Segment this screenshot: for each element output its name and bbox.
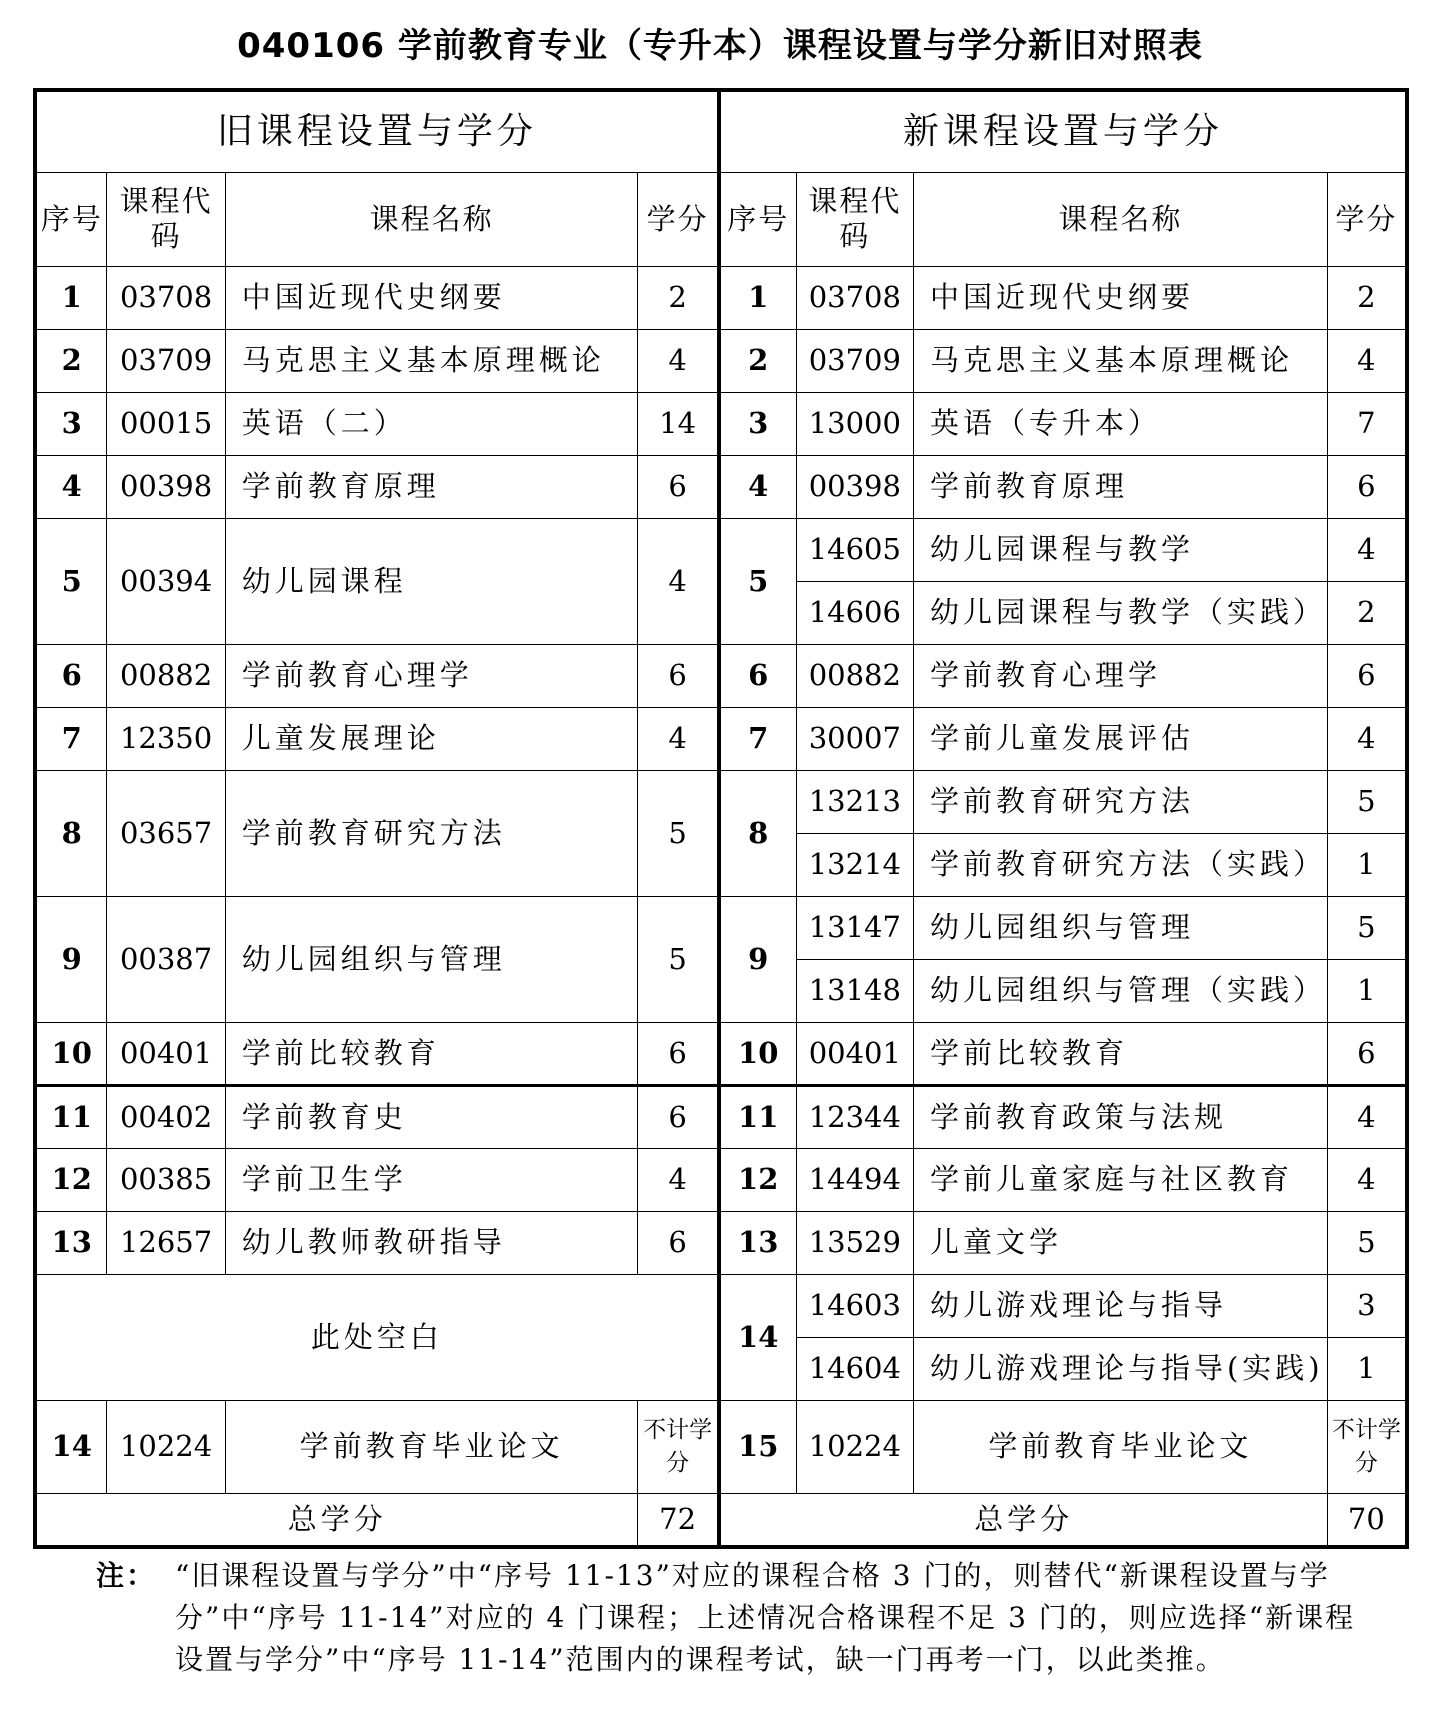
new-name-cell: 学前儿童发展评估 <box>913 707 1327 770</box>
old-code-cell: 12350 <box>107 707 225 770</box>
new-code-cell: 30007 <box>796 707 913 770</box>
column-header-row <box>35 172 1407 266</box>
new-code-cell: 10224 <box>796 1400 913 1493</box>
section-header-row <box>35 90 1407 172</box>
new-name-cell: 英语（专升本） <box>913 392 1327 455</box>
new-name-cell: 学前教育原理 <box>913 455 1327 518</box>
old-seq-cell: 6 <box>35 644 107 707</box>
page-title: 040106 学前教育专业（专升本）课程设置与学分新旧对照表 <box>237 26 1203 66</box>
old-code-cell: 00882 <box>107 644 225 707</box>
table-row <box>35 896 1407 959</box>
old-name-cell: 学前教育毕业论文 <box>225 1400 638 1493</box>
new-code-header: 课程代码 <box>796 172 913 266</box>
new-seq-cell: 13 <box>719 1211 796 1274</box>
new-credit-cell: 4 <box>1327 1085 1407 1148</box>
new-seq-cell: 15 <box>719 1400 796 1493</box>
old-code-cell: 00387 <box>107 896 225 1022</box>
new-seq-cell: 14 <box>719 1274 796 1400</box>
new-credit-cell: 6 <box>1327 644 1407 707</box>
table-row <box>35 518 1407 581</box>
old-code-cell: 12657 <box>107 1211 225 1274</box>
old-code-cell: 00402 <box>107 1085 225 1148</box>
old-seq-cell: 9 <box>35 896 107 1022</box>
old-credit-cell: 5 <box>638 770 719 896</box>
new-name-cell: 幼儿游戏理论与指导 <box>913 1274 1327 1337</box>
new-code-cell: 14604 <box>796 1337 913 1400</box>
course-comparison-table <box>33 88 1409 1549</box>
new-section-header: 新课程设置与学分 <box>719 90 1407 172</box>
old-name-cell: 学前比较教育 <box>225 1022 638 1085</box>
old-credit-cell: 6 <box>638 1085 719 1148</box>
old-credit-header: 学分 <box>638 172 719 266</box>
new-credit-cell: 1 <box>1327 833 1407 896</box>
old-seq-cell: 8 <box>35 770 107 896</box>
old-code-cell: 00015 <box>107 392 225 455</box>
note-text: “旧课程设置与学分”中“序号 11-13”对应的课程合格 3 门的，则替代“新课程设置与学分”中“序号 11-14”对应的 4 门课程；上述情况合格课程不足 3 门的，则应选择“新课程设置与学分”中“序号 11-14”范围内的课程考试，缺一门再考一门，以此类推。 <box>175 1559 1356 1676</box>
table-row <box>35 1400 1407 1493</box>
table-row <box>35 1085 1407 1148</box>
new-seq-cell: 8 <box>719 770 796 896</box>
new-name-cell: 马克思主义基本原理概论 <box>913 329 1327 392</box>
new-code-cell: 13000 <box>796 392 913 455</box>
new-name-cell: 幼儿园课程与教学（实践） <box>913 581 1327 644</box>
new-code-cell: 13214 <box>796 833 913 896</box>
old-code-cell: 03657 <box>107 770 225 896</box>
old-code-cell: 00401 <box>107 1022 225 1085</box>
table-row <box>35 770 1407 833</box>
old-name-cell: 幼儿教师教研指导 <box>225 1211 638 1274</box>
new-credit-cell: 7 <box>1327 392 1407 455</box>
new-code-cell: 13529 <box>796 1211 913 1274</box>
new-name-header: 课程名称 <box>913 172 1327 266</box>
old-name-cell: 幼儿园课程 <box>225 518 638 644</box>
new-credit-cell: 4 <box>1327 1148 1407 1211</box>
old-credit-cell: 4 <box>638 329 719 392</box>
blank-cell: 此处空白 <box>35 1274 719 1400</box>
footnote <box>96 1555 1360 1681</box>
old-total-value: 72 <box>638 1493 719 1547</box>
new-credit-cell: 2 <box>1327 581 1407 644</box>
new-credit-cell: 5 <box>1327 770 1407 833</box>
old-credit-cell: 4 <box>638 518 719 644</box>
note-label: 注： <box>96 1559 157 1592</box>
old-seq-cell: 11 <box>35 1085 107 1148</box>
old-name-cell: 学前教育原理 <box>225 455 638 518</box>
old-section-header: 旧课程设置与学分 <box>35 90 719 172</box>
new-credit-cell: 5 <box>1327 896 1407 959</box>
new-credit-cell: 4 <box>1327 518 1407 581</box>
table-row <box>35 707 1407 770</box>
new-code-cell: 13147 <box>796 896 913 959</box>
new-name-cell: 学前儿童家庭与社区教育 <box>913 1148 1327 1211</box>
table-row <box>35 266 1407 329</box>
new-seq-cell: 2 <box>719 329 796 392</box>
old-name-header: 课程名称 <box>225 172 638 266</box>
old-credit-cell: 4 <box>638 1148 719 1211</box>
new-name-cell: 儿童文学 <box>913 1211 1327 1274</box>
new-code-cell: 03708 <box>796 266 913 329</box>
new-seq-cell: 12 <box>719 1148 796 1211</box>
new-name-cell: 学前教育研究方法 <box>913 770 1327 833</box>
new-total-value: 70 <box>1327 1493 1407 1547</box>
new-seq-cell: 6 <box>719 644 796 707</box>
new-total-label: 总学分 <box>719 1493 1328 1547</box>
old-seq-cell: 10 <box>35 1022 107 1085</box>
old-code-cell: 00398 <box>107 455 225 518</box>
new-code-cell: 14494 <box>796 1148 913 1211</box>
old-code-cell: 00385 <box>107 1148 225 1211</box>
old-total-label: 总学分 <box>35 1493 638 1547</box>
new-credit-cell: 不计学分 <box>1327 1400 1407 1493</box>
new-name-cell: 学前教育心理学 <box>913 644 1327 707</box>
new-name-cell: 中国近现代史纲要 <box>913 266 1327 329</box>
old-seq-cell: 7 <box>35 707 107 770</box>
new-credit-cell: 5 <box>1327 1211 1407 1274</box>
table-row <box>35 329 1407 392</box>
old-seq-cell: 13 <box>35 1211 107 1274</box>
old-name-cell: 马克思主义基本原理概论 <box>225 329 638 392</box>
old-credit-cell: 6 <box>638 644 719 707</box>
new-credit-header: 学分 <box>1327 172 1407 266</box>
new-credit-cell: 1 <box>1327 1337 1407 1400</box>
new-code-cell: 00882 <box>796 644 913 707</box>
new-seq-cell: 4 <box>719 455 796 518</box>
old-seq-cell: 5 <box>35 518 107 644</box>
table-row <box>35 1211 1407 1274</box>
new-seq-cell: 3 <box>719 392 796 455</box>
new-seq-cell: 7 <box>719 707 796 770</box>
new-name-cell: 幼儿园组织与管理 <box>913 896 1327 959</box>
old-name-cell: 儿童发展理论 <box>225 707 638 770</box>
old-name-cell: 幼儿园组织与管理 <box>225 896 638 1022</box>
new-name-cell: 幼儿游戏理论与指导(实践) <box>913 1337 1327 1400</box>
old-name-cell: 学前教育心理学 <box>225 644 638 707</box>
old-credit-cell: 6 <box>638 455 719 518</box>
old-credit-cell: 6 <box>638 1211 719 1274</box>
old-name-cell: 学前教育史 <box>225 1085 638 1148</box>
old-code-cell: 03708 <box>107 266 225 329</box>
old-seq-cell: 4 <box>35 455 107 518</box>
new-seq-cell: 9 <box>719 896 796 1022</box>
new-credit-cell: 3 <box>1327 1274 1407 1337</box>
new-credit-cell: 6 <box>1327 1022 1407 1085</box>
new-name-cell: 学前比较教育 <box>913 1022 1327 1085</box>
new-name-cell: 学前教育毕业论文 <box>913 1400 1327 1493</box>
new-credit-cell: 2 <box>1327 266 1407 329</box>
new-code-cell: 14606 <box>796 581 913 644</box>
table-row <box>35 1274 1407 1337</box>
old-credit-cell: 5 <box>638 896 719 1022</box>
new-seq-cell: 11 <box>719 1085 796 1148</box>
new-name-cell: 幼儿园课程与教学 <box>913 518 1327 581</box>
new-credit-cell: 4 <box>1327 329 1407 392</box>
old-code-header: 课程代码 <box>107 172 225 266</box>
old-seq-cell: 3 <box>35 392 107 455</box>
old-name-cell: 中国近现代史纲要 <box>225 266 638 329</box>
new-code-cell: 00398 <box>796 455 913 518</box>
new-seq-cell: 10 <box>719 1022 796 1085</box>
old-seq-cell: 14 <box>35 1400 107 1493</box>
new-code-cell: 14603 <box>796 1274 913 1337</box>
old-seq-header: 序号 <box>35 172 107 266</box>
new-name-cell: 幼儿园组织与管理（实践） <box>913 959 1327 1022</box>
table-row <box>35 455 1407 518</box>
new-seq-cell: 5 <box>719 518 796 644</box>
old-code-cell: 03709 <box>107 329 225 392</box>
old-name-cell: 学前教育研究方法 <box>225 770 638 896</box>
old-credit-cell: 14 <box>638 392 719 455</box>
new-code-cell: 12344 <box>796 1085 913 1148</box>
old-credit-cell: 2 <box>638 266 719 329</box>
new-credit-cell: 1 <box>1327 959 1407 1022</box>
new-credit-cell: 4 <box>1327 707 1407 770</box>
new-code-cell: 14605 <box>796 518 913 581</box>
table-row <box>35 392 1407 455</box>
new-seq-header: 序号 <box>719 172 796 266</box>
total-row <box>35 1493 1407 1547</box>
table-row <box>35 644 1407 707</box>
old-seq-cell: 12 <box>35 1148 107 1211</box>
new-code-cell: 00401 <box>796 1022 913 1085</box>
old-credit-cell: 6 <box>638 1022 719 1085</box>
new-code-cell: 03709 <box>796 329 913 392</box>
table-body <box>35 90 1407 1547</box>
new-code-cell: 13213 <box>796 770 913 833</box>
old-name-cell: 学前卫生学 <box>225 1148 638 1211</box>
new-seq-cell: 1 <box>719 266 796 329</box>
old-code-cell: 00394 <box>107 518 225 644</box>
old-seq-cell: 2 <box>35 329 107 392</box>
old-credit-cell: 不计学分 <box>638 1400 719 1493</box>
old-code-cell: 10224 <box>107 1400 225 1493</box>
old-credit-cell: 4 <box>638 707 719 770</box>
old-seq-cell: 1 <box>35 266 107 329</box>
new-code-cell: 13148 <box>796 959 913 1022</box>
new-name-cell: 学前教育政策与法规 <box>913 1085 1327 1148</box>
table-row <box>35 1022 1407 1085</box>
new-name-cell: 学前教育研究方法（实践） <box>913 833 1327 896</box>
table-row <box>35 1148 1407 1211</box>
old-name-cell: 英语（二） <box>225 392 638 455</box>
new-credit-cell: 6 <box>1327 455 1407 518</box>
